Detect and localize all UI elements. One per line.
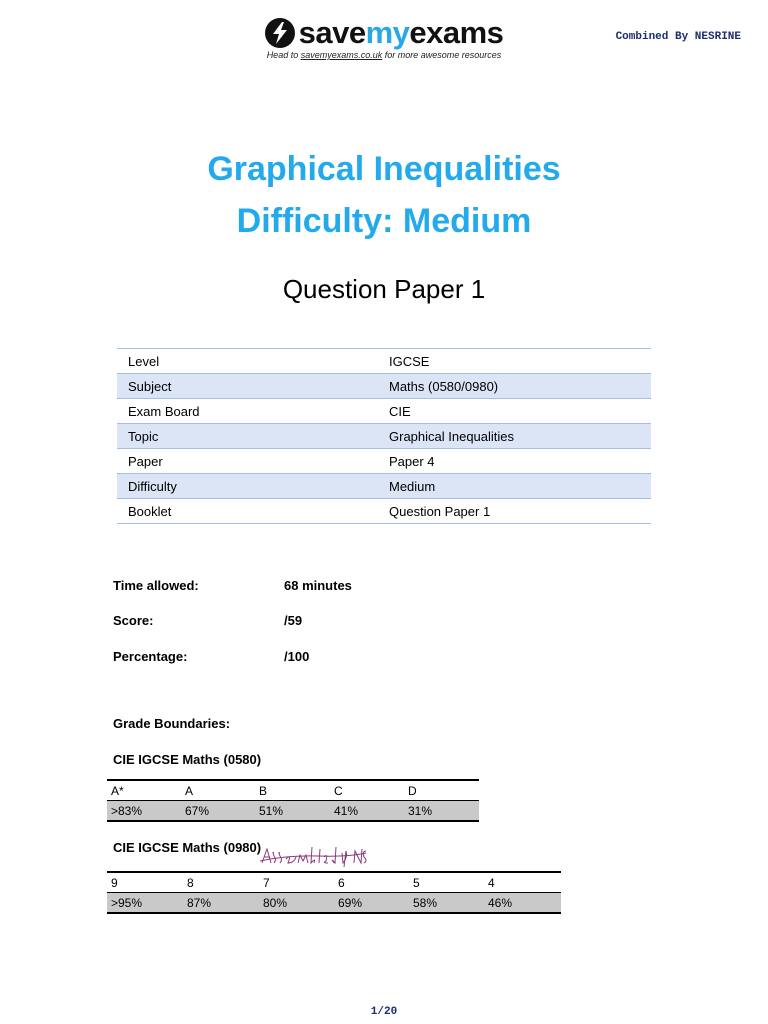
percent-cell: 80%: [259, 893, 334, 914]
grade-cell: 9: [107, 872, 183, 893]
row-value: CIE: [389, 399, 651, 424]
combined-by: Combined By NESRINE: [615, 31, 741, 43]
row-label: Level: [117, 349, 389, 374]
row-label: Paper: [117, 449, 389, 474]
difficulty-title: Difficulty: Medium: [236, 202, 532, 240]
row-value: Paper 4: [389, 449, 651, 474]
page-title: Graphical Inequalities: [207, 150, 561, 188]
time-allowed-value: 68 minutes: [284, 578, 352, 593]
percentage-value: /100: [284, 649, 310, 664]
handwritten-signature: [258, 843, 370, 869]
table-row: [117, 449, 651, 474]
row-label: Booklet: [117, 499, 389, 524]
row-label: Exam Board: [117, 399, 389, 424]
score-label: Score:: [113, 613, 154, 628]
tagline-link[interactable]: savemyexams.co.uk: [300, 50, 383, 60]
table-row: [107, 801, 479, 822]
grade-cell: D: [404, 780, 479, 801]
grade-cell: C: [330, 780, 404, 801]
percent-cell: >83%: [107, 801, 181, 822]
lightning-bolt-icon: [265, 18, 295, 48]
percent-cell: 51%: [255, 801, 330, 822]
question-paper-subtitle: Question Paper 1: [282, 274, 486, 304]
table-row: [107, 872, 561, 893]
percent-cell: 87%: [183, 893, 259, 914]
table-row: [117, 349, 651, 374]
grade-table-0580: [107, 779, 479, 822]
grade-boundaries-heading: Grade Boundaries:: [113, 716, 231, 731]
grade-cell: 7: [259, 872, 334, 893]
row-value: Maths (0580/0980): [389, 374, 651, 399]
percent-cell: >95%: [107, 893, 183, 914]
grade-cell: 8: [183, 872, 259, 893]
row-value: Graphical Inequalities: [389, 424, 651, 449]
row-value: Question Paper 1: [389, 499, 651, 524]
time-allowed-label: Time allowed:: [113, 578, 199, 593]
table-row: [117, 374, 651, 399]
table-row: [107, 780, 479, 801]
percentage-label: Percentage:: [113, 649, 188, 664]
table-row: [107, 893, 561, 914]
percent-cell: 67%: [181, 801, 255, 822]
grade-table-0980-title: CIE IGCSE Maths (0980): [113, 840, 262, 855]
grade-table-0980: [107, 871, 561, 914]
score-value: /59: [284, 613, 303, 628]
grade-cell: 4: [484, 872, 561, 893]
logo-text: savemyexams: [298, 15, 504, 50]
tagline: Head to savemyexams.co.uk for more awesome resources: [266, 50, 502, 60]
grade-cell: A: [181, 780, 255, 801]
row-value: Medium: [389, 474, 651, 499]
table-row: [117, 399, 651, 424]
row-label: Difficulty: [117, 474, 389, 499]
percent-cell: 31%: [404, 801, 479, 822]
percent-cell: 41%: [330, 801, 404, 822]
table-row: [117, 424, 651, 449]
table-row: [117, 499, 651, 524]
row-value: IGCSE: [389, 349, 651, 374]
grade-table-0580-title: CIE IGCSE Maths (0580): [113, 752, 262, 767]
grade-cell: B: [255, 780, 330, 801]
row-label: Subject: [117, 374, 389, 399]
page-number: 1/20: [370, 1006, 398, 1018]
grade-cell: 5: [409, 872, 484, 893]
grade-cell: A*: [107, 780, 181, 801]
grade-cell: 6: [334, 872, 409, 893]
percent-cell: 46%: [484, 893, 561, 914]
percent-cell: 58%: [409, 893, 484, 914]
row-label: Topic: [117, 424, 389, 449]
table-row: [117, 474, 651, 499]
info-table: [117, 348, 651, 524]
percent-cell: 69%: [334, 893, 409, 914]
